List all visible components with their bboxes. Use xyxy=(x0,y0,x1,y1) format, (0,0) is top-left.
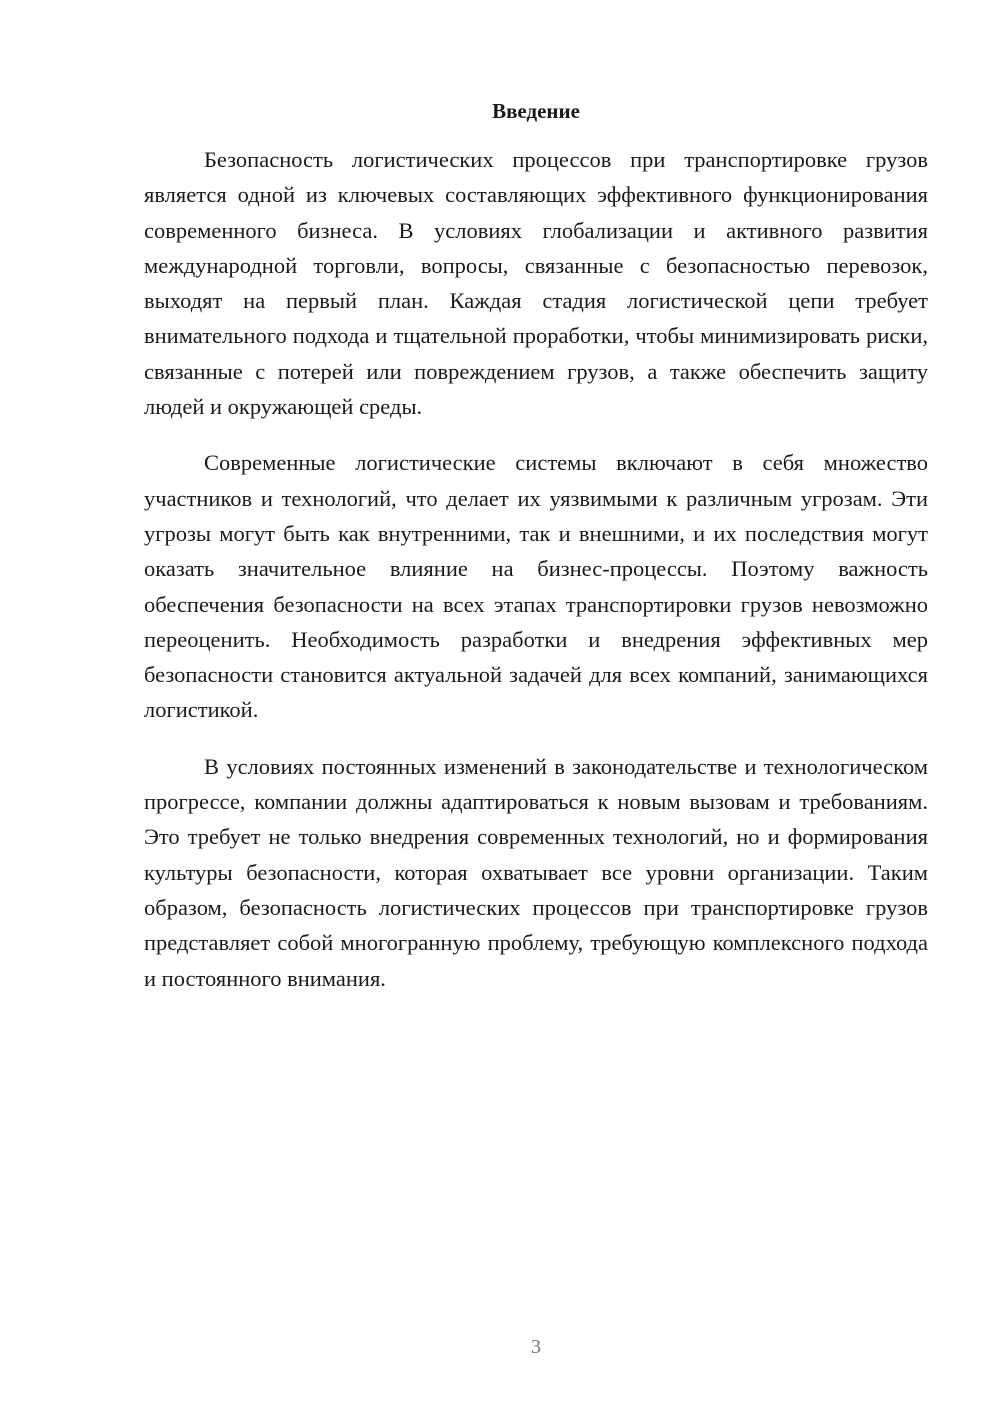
paragraph-1: Безопасность логистических процессов при транспортировке грузов является одной из ключевых составляющих эффективного функционирования современного бизнеса. В условиях глобализации и активного развития международной торговли, вопросы, связанные с безопасностью перевозок, выходят на первый план. Каждая стадия логистической цепи требует внимательного подхода и тщательной проработки, чтобы минимизировать риски, связанные с потерей или повреждением грузов, а также обеспечить защиту людей и окружающей среды. xyxy=(144,147,928,420)
paragraph-3: В условиях постоянных изменений в законодательстве и технологическом прогрессе, компании должны адаптироваться к новым вызовам и требованиям. Это требует не только внедрения современных технологий, но и формирования культуры безопасности, которая охватывает все уровни организации. Таким образом, безопасность логистических процессов при транспортировке грузов представляет собой многогранную проблему, требующую комплексного подхода и постоянного внимания. xyxy=(144,753,928,991)
section-heading: Введение xyxy=(492,99,580,123)
body-text xyxy=(144,142,928,1017)
page-number: 3 xyxy=(531,1336,541,1358)
paragraph-2: Современные логистические системы включают в себя множество участников и технологий, что делает их уязвимыми к различным угрозам. Эти угрозы могут быть как внутренними, так и внешними, и их последствия могут оказать значительное влияние на бизнес-процессы. Поэтому важность обеспечения безопасности на всех этапах транспортировки грузов невозможно переоценить. Необходимость разработки и внедрения эффективных мер безопасности становится актуальной задачей для всех компаний, занимающихся логистикой. xyxy=(144,450,928,723)
